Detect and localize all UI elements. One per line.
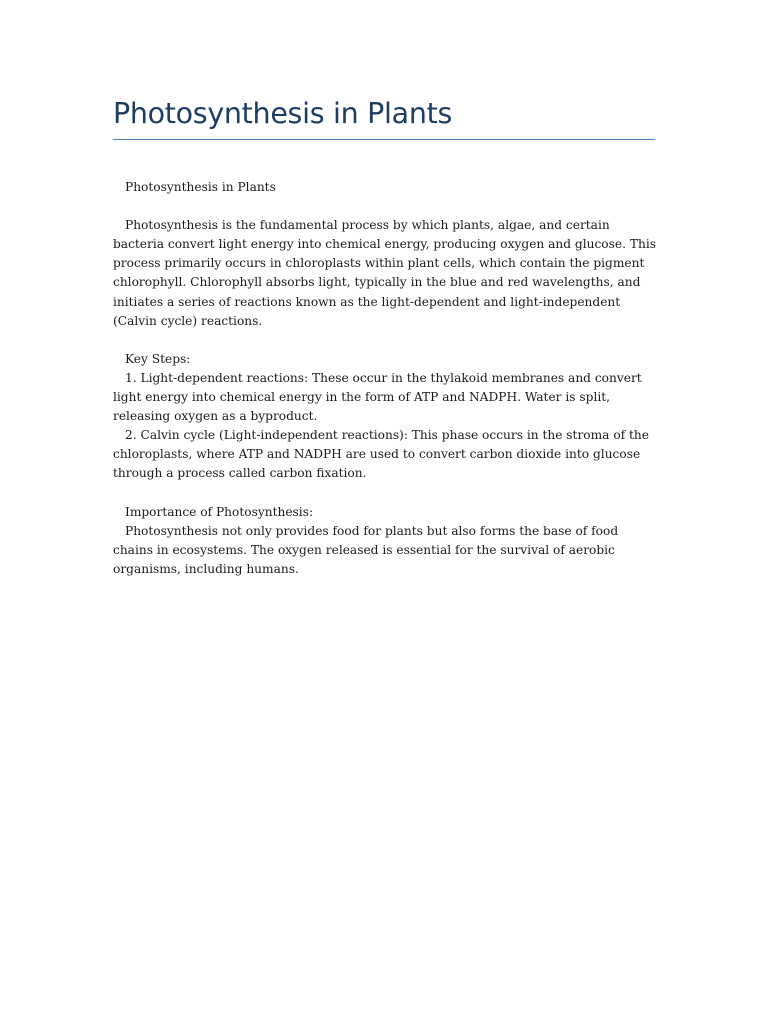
paragraph-spacer — [113, 484, 658, 503]
key-steps-heading: Key Steps: — [125, 351, 191, 366]
body-subtitle: Photosynthesis in Plants — [125, 180, 276, 194]
document-body — [113, 178, 658, 579]
document-title: Photosynthesis in Plants — [113, 97, 453, 130]
paragraph-spacer — [113, 331, 658, 350]
step-item-calvin-cycle: 2. Calvin cycle (Light-independent reactions): This phase occurs in the stroma of the chloroplasts, where ATP and NADPH are used to convert carbon dioxide into glucose through a process called carbon fixation. — [113, 428, 649, 481]
paragraph-spacer — [113, 197, 658, 216]
intro-paragraph: Photosynthesis is the fundamental process by which plants, algae, and certain bacteria convert light energy into chemical energy, producing oxygen and glucose. This process primarily occurs in chloroplasts within plant cells, which contain the pigment chlorophyll. Chlorophyll absorbs light, typically in the blue and red wavelengths, and initiates a series of reactions known as the light-dependent and light-independent (Calvin cycle) reactions. — [113, 218, 656, 328]
step-item-light-dependent: 1. Light-dependent reactions: These occur in the thylakoid membranes and convert light energy into chemical energy in the form of ATP and NADPH. Water is split, releasing oxygen as a byproduct. — [113, 370, 642, 424]
title-divider — [113, 139, 655, 140]
importance-paragraph: Photosynthesis not only provides food for plants but also forms the base of food chains in ecosystems. The oxygen released is essential for the survival of aerobic organisms, including humans. — [113, 523, 619, 576]
importance-heading: Importance of Photosynthesis: — [125, 504, 314, 519]
